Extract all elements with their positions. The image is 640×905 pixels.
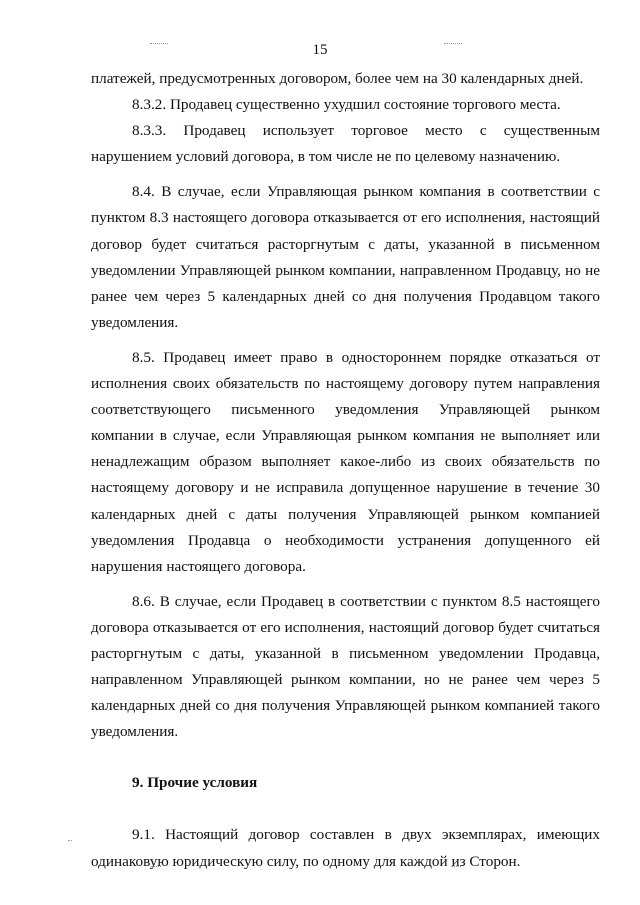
page-number: 15 xyxy=(312,42,328,58)
section-heading: 9. Прочие условия xyxy=(132,774,258,792)
paragraph-8-3-2: 8.3.2. Продавец существенно ухудшил состояние торгового места. xyxy=(132,96,561,114)
scan-mark-bottom-left xyxy=(151,866,161,868)
paragraph-8-6: 8.6. В случае, если Продавец в соответствии с пунктом 8.5 настоящего договора отказывается от его исполнения, настоящий договор будет считаться расторгнутым с даты, указанной в письменном уведомлении Продавца, направленном Управляющей рынком компании, но не ранее чем через 5 календарных дней со дня получения Управляющей рынком компанией такого уведомления. xyxy=(91,592,600,741)
paragraph-continuation: платежей, предусмотренных договором, более чем на 30 календарных дней. xyxy=(91,70,584,87)
paragraph-8-5: 8.5. Продавец имеет право в одностороннем порядке отказаться от исполнения своих обязательств по настоящему договору путем направления соответствующего письменного уведомления Управляющей рынком компании в случае, если Управляющая рынком компания не выполняет или ненадлежащим образом выполняет какое-либо из своих обязательств по настоящему договору и не исправила допущенное нарушение в течение 30 календарных дней с даты получения Управляющей рынком компанией уведомления Продавца о необходимости устранения допущенного ей нарушения настоящего договора. xyxy=(91,348,600,575)
paragraph-9-1: 9.1. Настоящий договор составлен в двух экземплярах, имеющих одинаковую юридическую силу, по одному для каждой из Сторон. xyxy=(91,826,600,870)
paragraph-8-3-3: 8.3.3. Продавец использует торговое место с существенным нарушением условий договора, в том числе не по целевому назначению. xyxy=(91,122,600,166)
scan-mark-bottom-right xyxy=(451,866,461,868)
scan-mark-margin-left xyxy=(68,840,72,842)
paragraph-8-4: 8.4. В случае, если Управляющая рынком компания в соответствии с пунктом 8.3 настоящего договора отказывается от его исполнения, настоящий договор будет считаться расторгнутым с даты, указанной в письменном уведомлении Управляющей рынком компании, направленном Продавцу, но не ранее чем через 5 календарных дней со дня получения Продавцом такого уведомления. xyxy=(91,183,600,331)
document-body xyxy=(91,66,600,875)
